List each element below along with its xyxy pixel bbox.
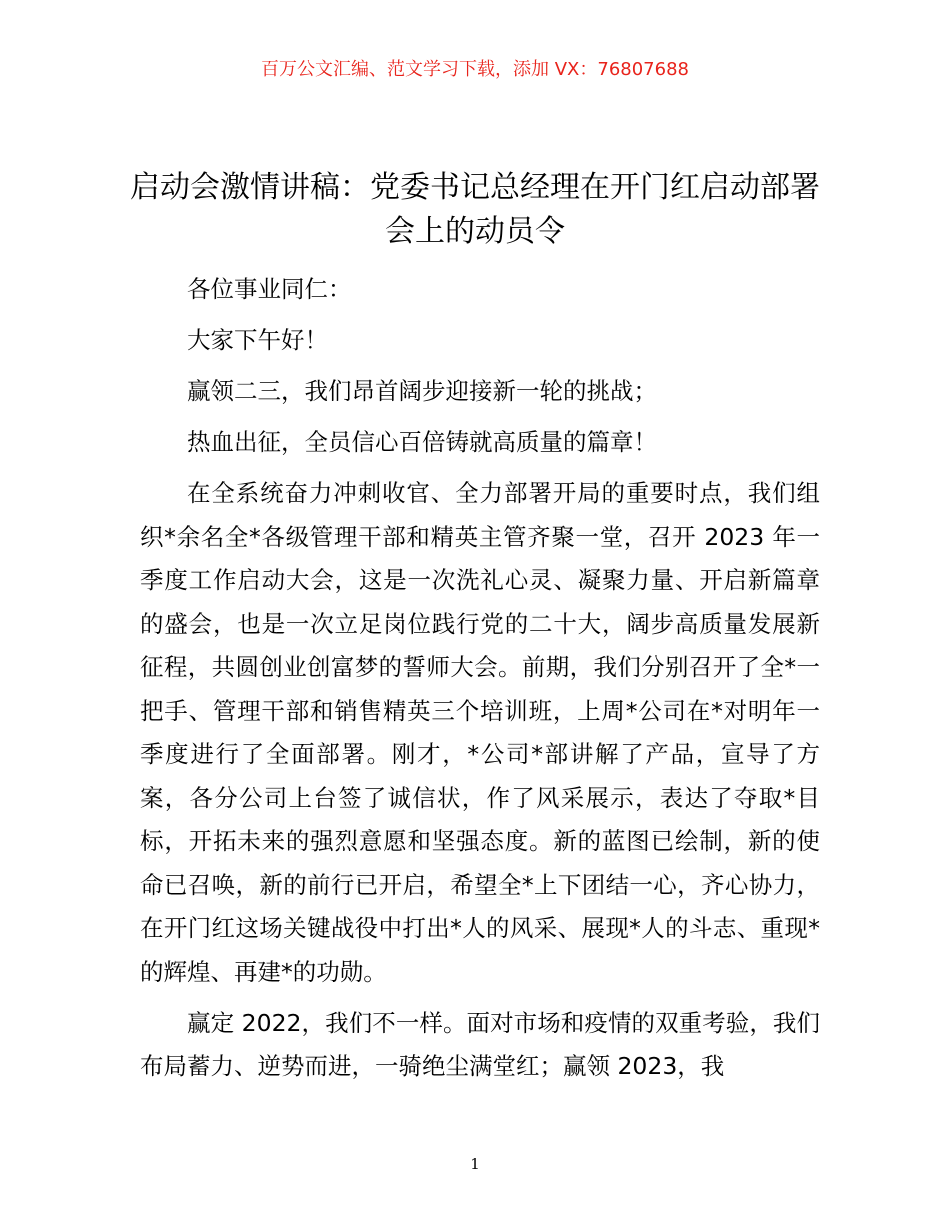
document-title: 启动会激情讲稿：党委书记总经理在开门红启动部署会上的动员令 [130,170,820,249]
document-body [140,268,820,1096]
header-banner: 百万公文汇编、范文学习下载，添加 VX：76807688 [261,59,689,80]
paragraph-slogan-1: 赢领二三，我们昂首阔步迎接新一轮的挑战； [187,377,657,405]
paragraph-body-1: 在全系统奋力冲刺收官、全力部署开局的重要时点，我们组织*余名全*各级管理干部和精英主管齐聚一堂，召开 2023 年一季度工作启动大会，这是一次洗礼心灵、凝聚力量、开启新篇章的盛会，也是一次立足岗位践行党的二十大，阔步高质量发展新征程，共圆创业创富梦的誓师大会。前期，我们分别召开了全*一把手、管理干部和销售精英三个培训班，上周*公司在*对明年一季度进行了全面部署。刚才，*公司*部讲解了产品，宣导了方案，各分公司上台签了诚信状，作了风采展示，表达了夺取*目标，开拓未来的强烈意愿和坚强态度。新的蓝图已绘制，新的使命已召唤，新的前行已开启，希望全*上下团结一心，齐心协力，在开门红这场关键战役中打出*人的风采、展现*人的斗志、重现*的辉煌、再建*的功勋。 [140,479,820,986]
paragraph-salutation: 各位事业同仁： [187,275,352,303]
paragraph-slogan-2: 热血出征，全员信心百倍铸就高质量的篇章！ [187,428,657,456]
page-number: 1 [470,1155,480,1173]
paragraph-body-2: 赢定 2022，我们不一样。面对市场和疫情的双重考验，我们布局蓄力、逆势而进，一骑绝尘满堂红；赢领 2023，我 [140,1008,820,1080]
paragraph-greeting: 大家下午好！ [187,326,328,354]
